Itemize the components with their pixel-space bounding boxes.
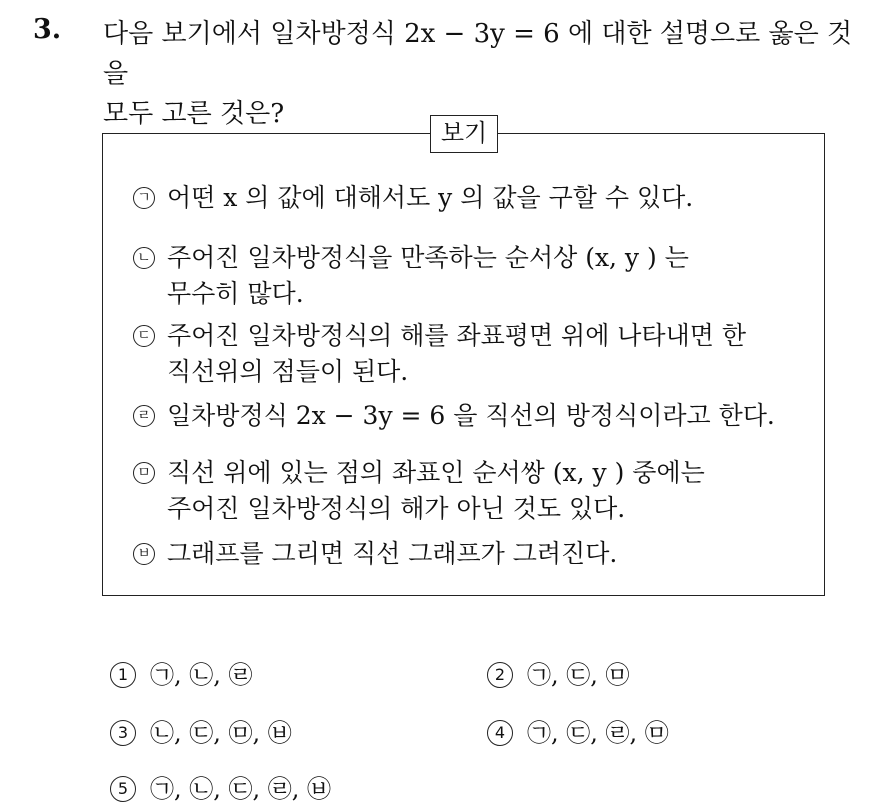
circled-marker-icon: ㄱ (133, 187, 155, 209)
circled-marker-icon: ㄹ (133, 405, 155, 427)
bogi-item-5 (133, 455, 705, 527)
bogi-item-text: 주어진 일차방정식을 만족하는 순서상 (x, y ) 는 무수히 많다. (167, 243, 689, 308)
bogi-item-2 (133, 240, 689, 312)
choice-number-icon: 1 (110, 662, 136, 688)
choice-2[interactable] (487, 658, 630, 692)
circled-marker-icon: ㅂ (133, 543, 155, 565)
circled-marker-icon: ㅁ (133, 462, 155, 484)
choice-answer: ㉡, ㉢, ㉤, ㉥ (150, 719, 292, 747)
choice-answer: ㉠, ㉢, ㉣, ㉤ (527, 719, 669, 747)
choice-answer: ㉠, ㉡, ㉢, ㉣, ㉥ (150, 775, 332, 803)
choice-5[interactable] (110, 772, 331, 806)
question-number: 3. (33, 14, 62, 45)
bogi-item-text: 일차방정식 2x − 3y = 6 을 직선의 방정식이라고 한다. (167, 401, 775, 430)
choice-4[interactable] (487, 716, 669, 750)
bogi-item-6 (133, 536, 617, 572)
choice-number-icon: 5 (110, 776, 136, 802)
choice-3[interactable] (110, 716, 292, 750)
choice-1[interactable] (110, 658, 253, 692)
choice-answer: ㉠, ㉢, ㉤ (527, 661, 630, 689)
bogi-item-4 (133, 398, 775, 434)
bogi-item-3 (133, 318, 746, 390)
choice-number-icon: 2 (487, 662, 513, 688)
circled-marker-icon: ㄷ (133, 325, 155, 347)
choice-number-icon: 4 (487, 720, 513, 746)
choice-number-icon: 3 (110, 720, 136, 746)
question-text: 다음 보기에서 일차방정식 2x − 3y = 6 에 대한 설명으로 옳은 것을 모두 고른 것은? (103, 19, 853, 129)
choice-answer: ㉠, ㉡, ㉣ (150, 661, 253, 689)
bogi-item-text: 그래프를 그리면 직선 그래프가 그려진다. (167, 539, 618, 568)
bogi-item-text: 주어진 일차방정식의 해를 좌표평면 위에 나타내면 한 직선위의 점들이 된다. (167, 321, 746, 386)
bogi-item-text: 직선 위에 있는 점의 좌표인 순서쌍 (x, y ) 중에는 주어진 일차방정식의 해가 아닌 것도 있다. (167, 458, 705, 523)
bogi-item-1 (133, 180, 693, 216)
circled-marker-icon: ㄴ (133, 247, 155, 269)
bogi-title: 보기 (430, 115, 498, 153)
bogi-item-text: 어떤 x 의 값에 대해서도 y 의 값을 구할 수 있다. (167, 183, 694, 212)
